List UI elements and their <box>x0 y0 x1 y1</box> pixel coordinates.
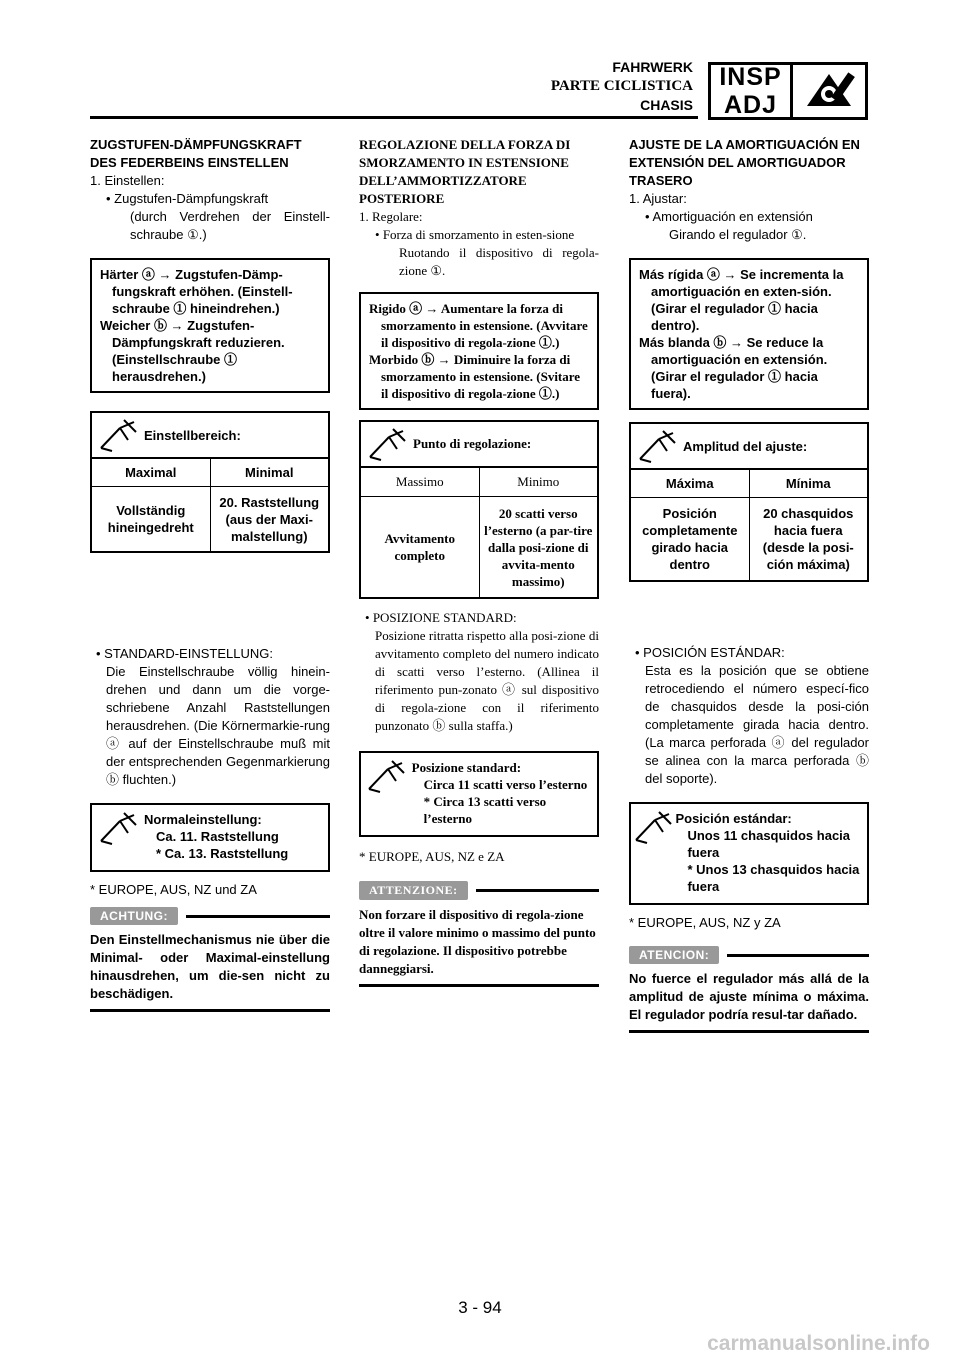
warning-text: Non forzare il dispositivo di regola-zione oltre il valore minimo o massimo del punto di regolazione. Il dispositivo potrebbe danneggiarsi. <box>359 907 596 976</box>
logo-top: INSP <box>719 63 782 91</box>
step-bullet: • Zugstufen-Dämpfungskraft <box>106 191 269 206</box>
range-min-label: Mínima <box>785 476 831 491</box>
standard-bullet: • POSIZIONE STANDARD: <box>365 610 517 625</box>
section-heading: REGOLAZIONE DELLA FORZA DI SMORZAMENTO IN ESTENSIONE DELL’AMMORTIZZATORE POSTERIORE <box>359 137 571 206</box>
logo-bottom: ADJ <box>723 91 777 119</box>
watermark: carmanualsonline.info <box>707 1332 930 1355</box>
standard-box-line2: * Circa 13 scatti verso l’esterno <box>423 794 547 826</box>
wrench-icon <box>361 753 412 835</box>
standard-box <box>90 803 330 872</box>
range-table <box>90 411 330 553</box>
range-max-value: Avvitamento completo <box>361 497 480 597</box>
range-title: Amplitud del ajuste: <box>683 438 808 454</box>
region-note: * EUROPE, AUS, NZ y ZA <box>629 915 781 930</box>
standard-box <box>359 751 599 837</box>
range-min-label: Minimal <box>245 465 294 480</box>
range-max-label: Máxima <box>631 470 750 497</box>
section-titles <box>551 58 693 115</box>
box-harder: Härter ⓐ → Zugstufen-Dämp-fungskraft erhöhen. (Einstell-schraube ① hineindrehen.) <box>100 267 293 316</box>
range-max-label: Massimo <box>361 468 480 496</box>
standard-text: Posizione ritratta rispetto alla posi-zione di avvitamento completo del numero indicato di scatti verso l’esterno. (Allinea il riferimento pun-zonato ⓐ sul dispositivo di regola-zione con il riferimento punzonato ⓑ sulla staffa.) <box>375 628 599 733</box>
step-detail: (durch Verdrehen der Einstell-schraube ①.) <box>130 209 330 242</box>
range-max-label: Maximal <box>92 459 211 486</box>
column-german <box>90 136 330 1012</box>
wrench-gauge-icon <box>793 65 865 117</box>
standard-box <box>629 802 869 905</box>
region-note: * EUROPE, AUS, NZ und ZA <box>90 882 257 897</box>
step-detail: Ruotando il dispositivo di regola-zione ①. <box>399 245 599 278</box>
step-1: 1. Einstellen: <box>90 173 165 188</box>
range-min-value: 20 scatti verso l’esterno (a par-tire dalla posi-zione di avvita-mento massimo) <box>484 505 593 589</box>
step-bullet: • Amortiguación en extensión <box>645 209 813 224</box>
range-max-value: Vollständig hineingedreht <box>92 487 211 551</box>
section-title-es: CHASIS <box>640 97 693 113</box>
box-softer: Morbido ⓑ → Diminuire la forza di smorzamento in estensione. (Svitare il dispositivo di regola-zione ①.) <box>369 352 581 401</box>
box-softer: Weicher ⓑ → Zugstufen-Dämpfungskraft reduzieren. (Einstellschraube ① herausdrehen.) <box>100 318 285 384</box>
range-min-value: 20. Raststellung (aus der Maxi-malstellung) <box>219 494 320 544</box>
range-title: Punto di regolazione: <box>413 436 532 451</box>
adjust-box <box>359 292 599 410</box>
step-detail: Girando el regulador ①. <box>669 227 807 242</box>
adjust-box <box>629 258 869 410</box>
range-min-value: 20 chasquidos hacia fuera (desde la posi-ción máxima) <box>762 506 854 572</box>
logo-text <box>711 65 793 117</box>
standard-box-title: Posizione standard: <box>411 760 522 775</box>
standard-box-line1: Circa 11 scatti verso l’esterno <box>423 777 588 792</box>
step-bullet: • Forza di smorzamento in esten-sione <box>375 227 575 242</box>
wrench-icon <box>631 429 683 463</box>
range-table <box>629 422 869 582</box>
page-number: 3 - 94 <box>458 1298 502 1317</box>
warning-label: ATTENZIONE: <box>359 881 468 900</box>
range-table <box>359 420 599 599</box>
wrench-icon <box>631 804 675 903</box>
step-1: 1. Regolare: <box>359 209 423 224</box>
standard-text: Die Einstellschraube völlig hinein-drehen und dann um die vorge-schriebene Anzahl Raststellungen herausdrehen. (Die Körnermarkie-rung ⓐ auf der Einstellschraube muß mit der entsprechenden Gegenmarkierung ⓑ fluchten.) <box>106 664 330 787</box>
warning-label: ACHTUNG: <box>90 907 178 925</box>
section-heading: ZUGSTUFEN-DÄMPFUNGSKRAFT DES FEDERBEINS EINSTELLEN <box>90 137 302 170</box>
range-title: Einstellbereich: <box>144 427 241 443</box>
standard-bullet: • STANDARD-EINSTELLUNG: <box>96 646 273 661</box>
standard-box-title: Normaleinstellung: <box>144 812 262 827</box>
standard-text: Esta es la posición que se obtiene retrocediendo el número especí-fico de chasquidos desde la posi-ción completamente girada hacia dentro. (La marca perforada ⓐ del regulador se alinea con la marca perforada ⓑ del soporte). <box>645 663 869 786</box>
region-note: * EUROPE, AUS, NZ e ZA <box>359 849 505 864</box>
standard-box-title: Posición estándar: <box>675 811 792 826</box>
section-heading: AJUSTE DE LA AMORTIGUACIÓN EN EXTENSIÓN DEL AMORTIGUADOR TRASERO <box>629 137 860 188</box>
insp-adj-logo <box>708 62 868 120</box>
standard-box-line2: * Unos 13 chasquidos hacia fuera <box>687 862 860 894</box>
header-rule <box>90 116 698 119</box>
standard-box-line2: * Ca. 13. Raststellung <box>156 846 289 861</box>
range-min-label: Minimo <box>517 474 560 489</box>
section-title-de: FAHRWERK <box>612 59 693 75</box>
range-max-value: Posición completamente girado hacia dentro <box>631 498 750 580</box>
standard-box-line1: Ca. 11. Raststellung <box>156 829 279 844</box>
wrench-icon <box>92 805 144 870</box>
standard-bullet: • POSICIÓN ESTÁNDAR: <box>635 645 785 660</box>
column-spanish <box>629 136 869 1033</box>
step-1: 1. Ajustar: <box>629 191 687 206</box>
section-title-it: PARTE CICLISTICA <box>550 78 693 94</box>
warning-label: ATENCION: <box>629 946 719 964</box>
adjust-box <box>90 258 330 393</box>
wrench-icon <box>92 418 144 452</box>
box-harder: Más rígida ⓐ → Se incrementa la amortiguación en exten-sión. (Girar el regulador ① hacia dentro). <box>639 267 844 333</box>
warning-text: No fuerce el regulador más allá de la amplitud de ajuste mínima o máxima. El regulador podría resul-tar dañado. <box>629 971 869 1022</box>
box-softer: Más blanda ⓑ → Se reduce la amortiguación en extensión. (Girar el regulador ① hacia fuera). <box>639 335 828 401</box>
column-italian <box>359 136 599 987</box>
standard-box-line1: Unos 11 chasquidos hacia fuera <box>687 828 851 860</box>
box-harder: Rigido ⓐ → Aumentare la forza di smorzamento in estensione. (Avvitare il dispositivo di regola-zione ①.) <box>369 301 588 350</box>
wrench-icon <box>361 427 413 461</box>
warning-text: Den Einstellmechanismus nie über die Minimal- oder Maximal-einstellung hinausdrehen, um die-sen nicht zu beschädigen. <box>90 932 330 1001</box>
